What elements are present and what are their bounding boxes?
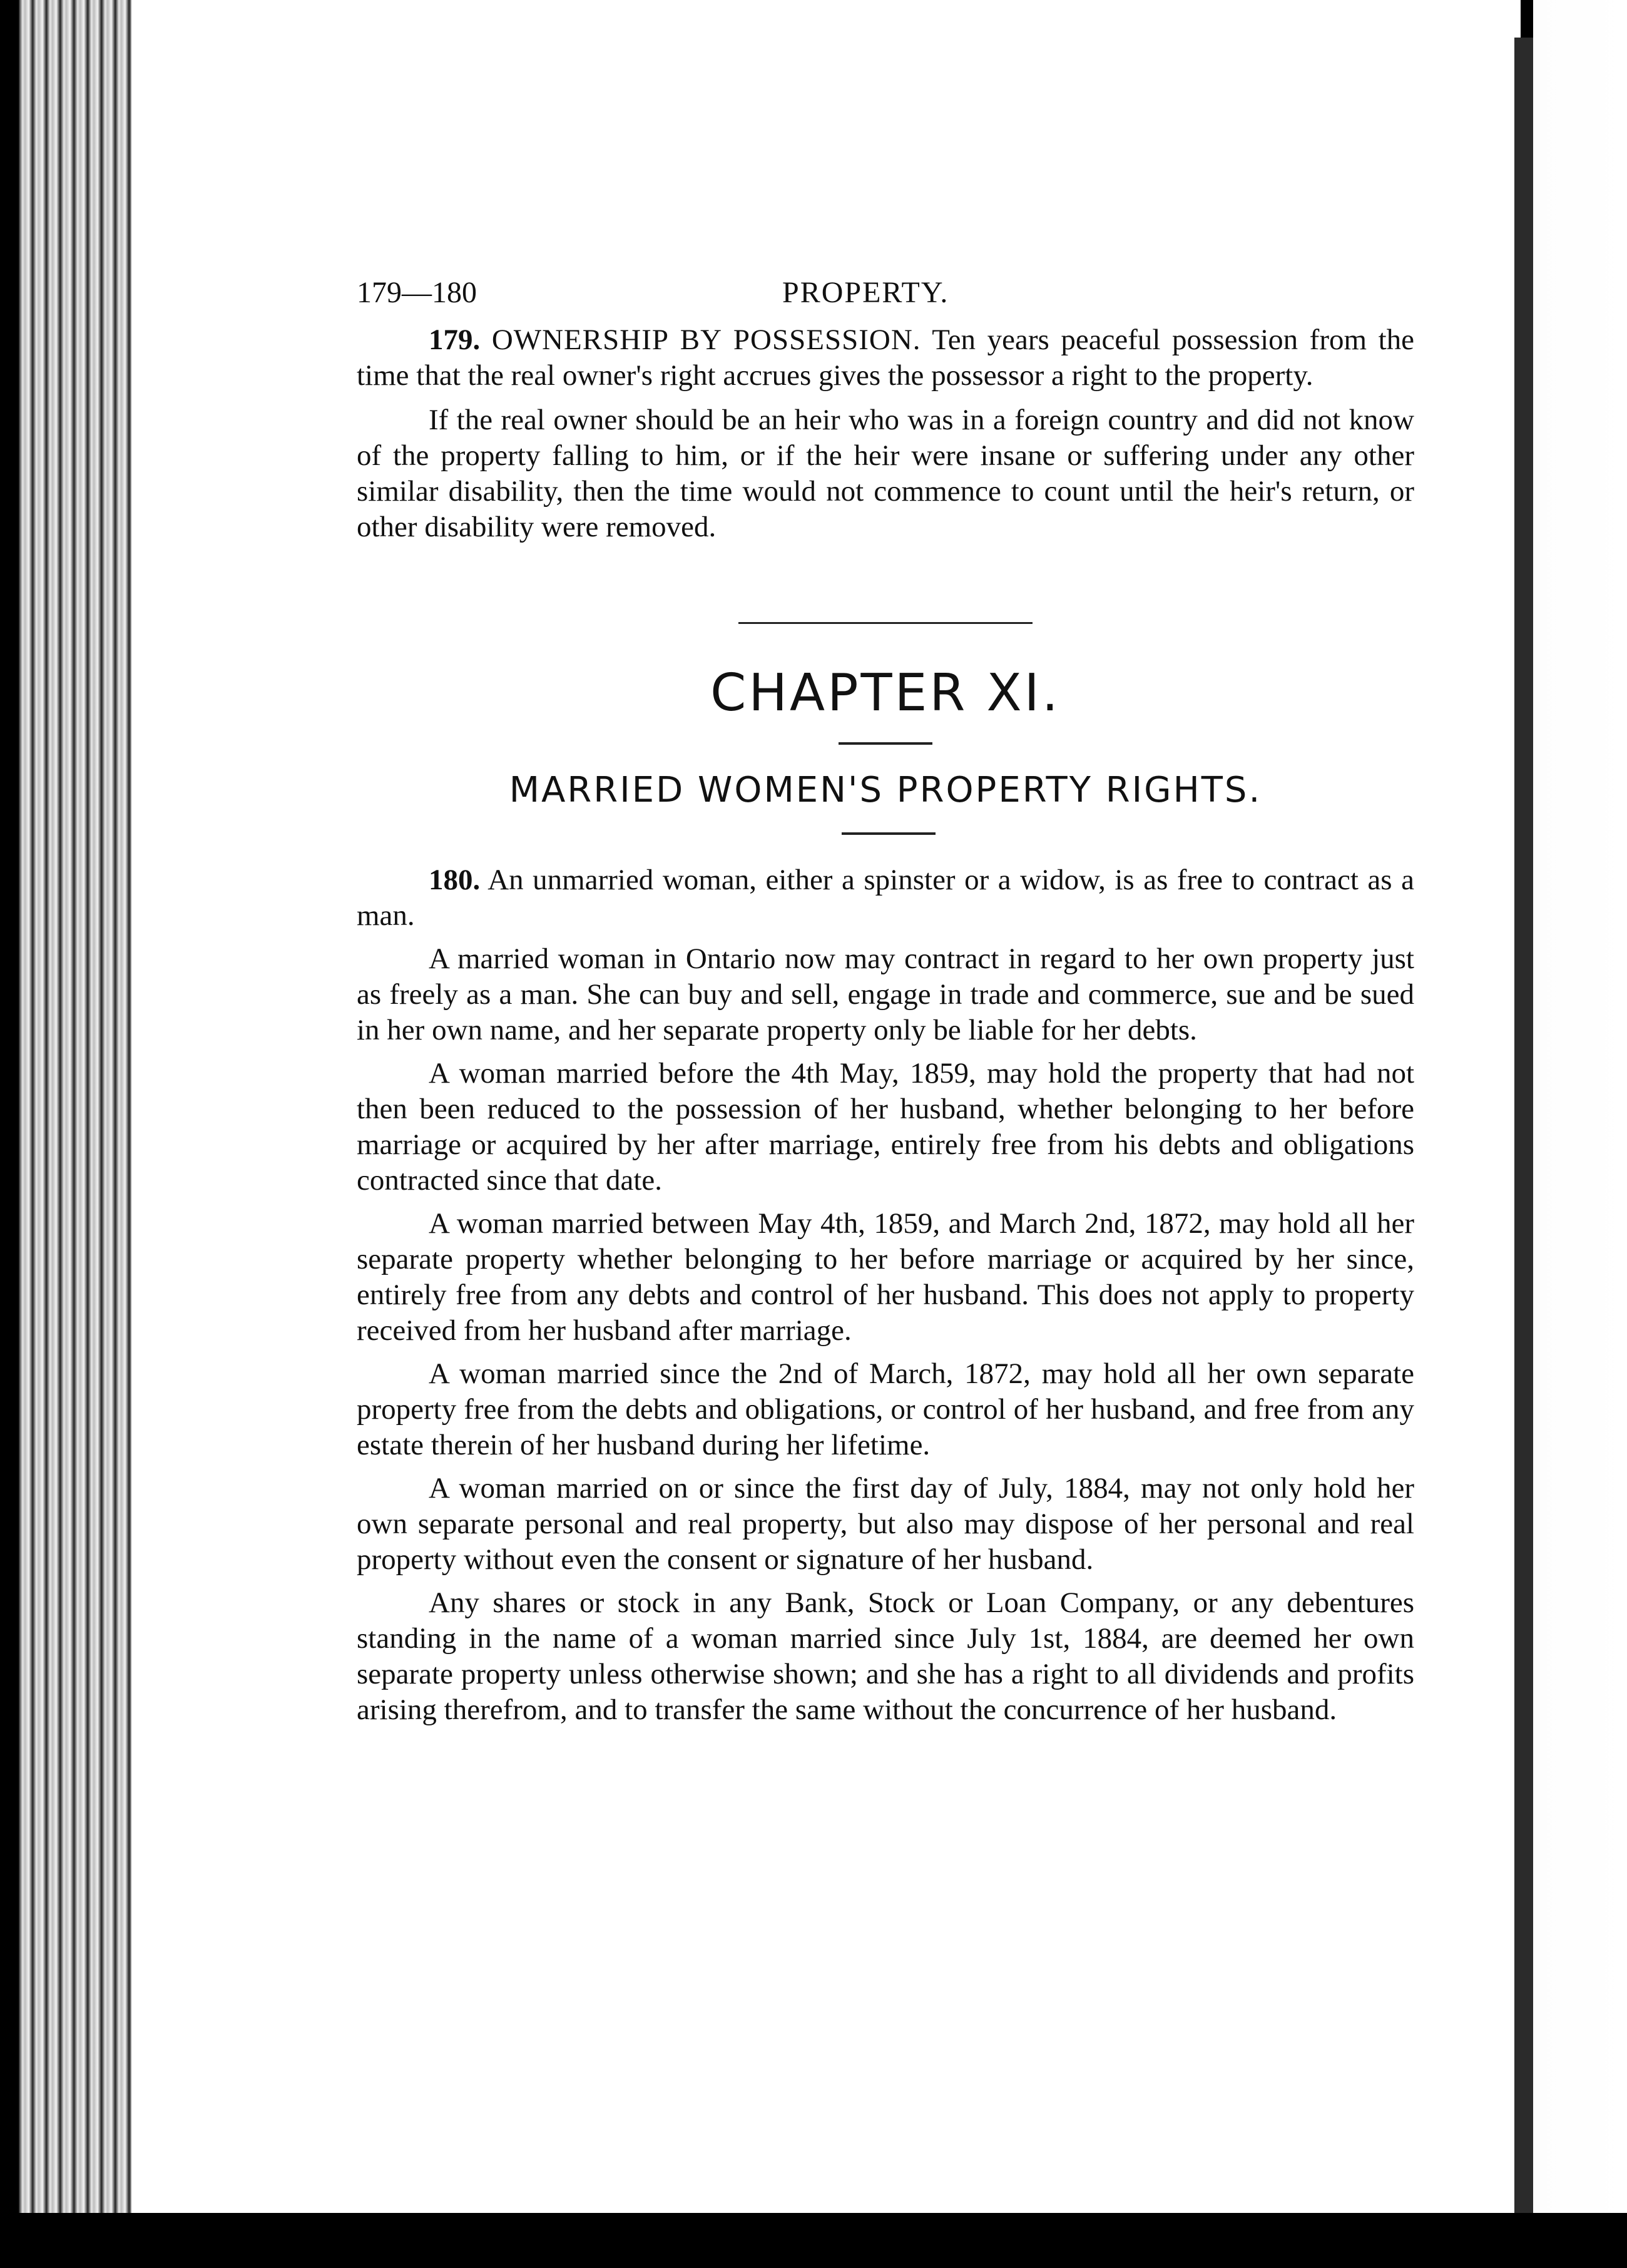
chapter-subtitle: MARRIED WOMEN'S PROPERTY RIGHTS. [509, 770, 1262, 810]
section-divider [738, 622, 1033, 624]
book-binding-shadow [1514, 38, 1533, 2213]
section-180-para-6: A woman married on or since the first day of July, 1884, may not only hold her own separate personal and real property, but also may dispose of her personal and real property without even the consent or signature of her husband. [357, 1472, 1414, 1576]
adjacent-page-strip [1533, 0, 1627, 2268]
section-180-para-2: A married woman in Ontario now may contract in regard to her own property just as freely as a man. She can buy and sell, engage in trade and commerce, sue and be sued in her own name, and her separate property only be liable for her debts. [357, 942, 1414, 1046]
book-page-edges [19, 0, 144, 2268]
section-180-para-4: A woman married between May 4th, 1859, and March 2nd, 1872, may hold all her separate property whether belonging to her before marriage or acquired by her since, entirely free from any debts and control of her husband. This does not apply to property received from her husband after marriage. [357, 1207, 1414, 1347]
section-heading: OWNERSHIP BY POSSESSION. [491, 324, 921, 356]
section-body: An unmarried woman, either a spinster or a widow, is as free to contract as a man. [357, 864, 1414, 932]
chapter-title-rule [839, 742, 932, 745]
section-180-para-1 [357, 862, 1414, 934]
section-180-para-7: Any shares or stock in any Bank, Stock or Loan Company, or any debentures standing in the name of a woman married since July 1st, 1884, are deemed her own separate property unless otherwise shown; and she has a right to all dividends and profits arising therefrom, and to transfer the same without the concurrence of her husband. [357, 1586, 1414, 1726]
section-180-para-3: A woman married before the 4th May, 1859, may hold the property that had not then been reduced to the possession of her husband, whether belonging to her before marriage or acquired by her after marriage, entirely free from his debts and obligations contracted since that date. [357, 1057, 1414, 1197]
section-number: 180. [429, 864, 481, 896]
page-range: 179—180 [357, 276, 477, 309]
section-180 [357, 862, 1414, 1728]
section-179-para-2: If the real owner should be an heir who was in a foreign country and did not know of the property falling to him, or if the heir were insane or suffering under any other similar disability, then the time would not commence to count until the heir's return, or other disability were removed. [357, 404, 1414, 543]
section-179-para-1 [357, 322, 1414, 394]
section-179 [357, 322, 1414, 545]
section-180-para-5: A woman married since the 2nd of March, 1872, may hold all her own separate property free from the debts and obligations, or control of her husband, and free from any estate therein of her husband during her lifetime. [357, 1357, 1414, 1461]
section-body: Ten years peaceful possession from the time that the real owner's right accrues gives the possessor a right to the property. [357, 324, 1415, 392]
running-head [357, 275, 1414, 319]
section-number: 179. [429, 324, 481, 356]
running-head-title: PROPERTY. [782, 276, 949, 309]
chapter-subtitle-rule [842, 832, 936, 835]
scan-bottom-border [0, 2213, 1627, 2268]
chapter-title: CHAPTER XI. [710, 663, 1061, 723]
